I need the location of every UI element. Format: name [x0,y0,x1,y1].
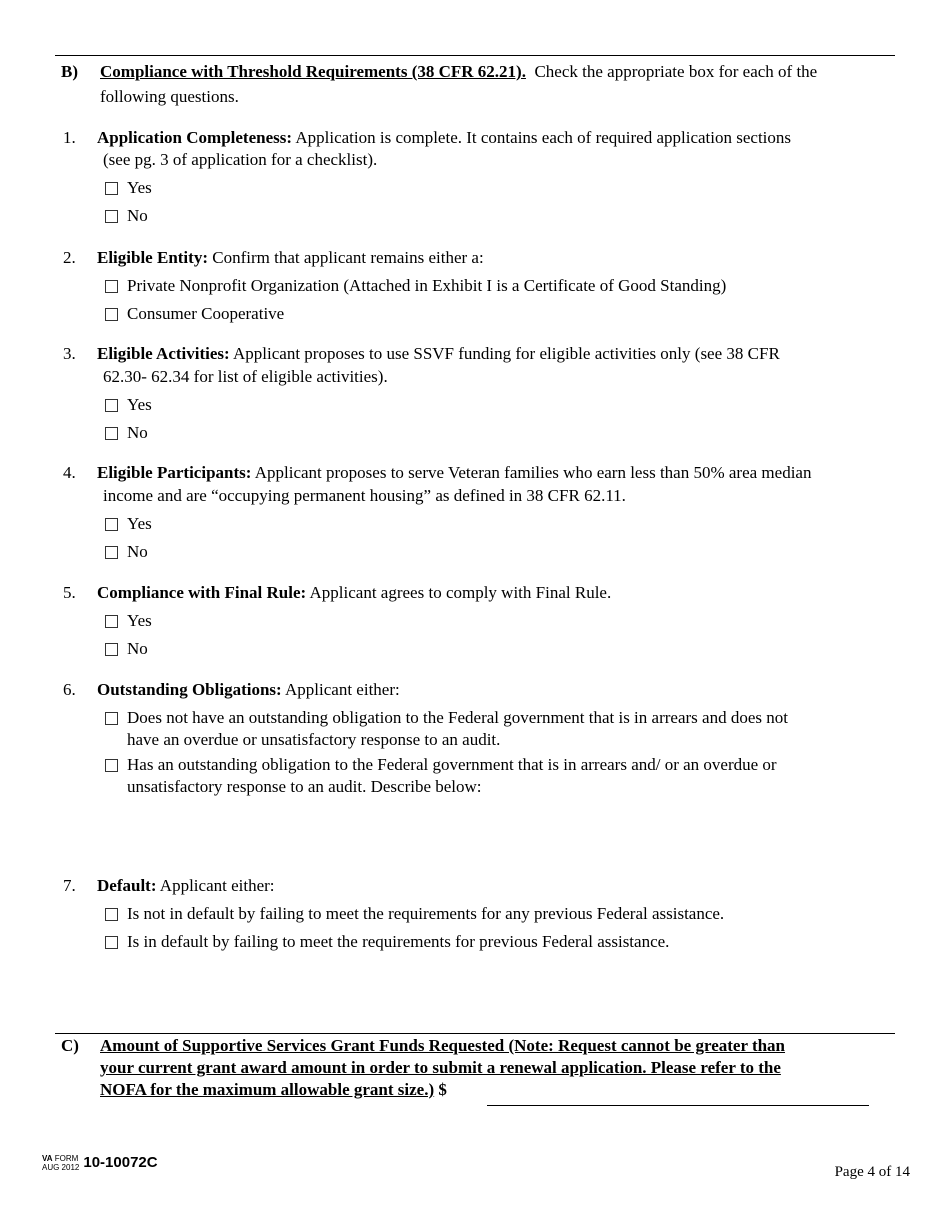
question-6-option-no-obligation[interactable] [105,707,788,729]
grant-amount-underline [487,1105,869,1106]
question-7-number: 7. [63,876,76,895]
section-c-letter: C) [61,1036,79,1055]
question-4-title: Eligible Participants: [97,463,252,482]
question-5-line-1 [97,582,611,604]
option-label: Does not have an outstanding obligation to the Federal government that is in arrears and does not [127,708,788,727]
checkbox[interactable] [105,643,118,656]
question-7-title: Default: [97,876,157,895]
question-6-option-has-obligation-cont: unsatisfactory response to an audit. Describe below: [127,777,482,796]
option-label: Yes [127,611,152,630]
option-label: Has an outstanding obligation to the Federal government that is in arrears and/ or an overdue or [127,755,777,774]
option-label: Consumer Cooperative [127,304,285,323]
question-6-title: Outstanding Obligations: [97,680,282,699]
checkbox[interactable] [105,712,118,725]
question-3-option-no[interactable] [105,422,148,444]
option-label: Yes [127,395,152,414]
question-6-number: 6. [63,680,76,699]
question-2-line-1 [97,247,484,269]
grant-amount-input[interactable] [490,1082,868,1104]
question-5-title: Compliance with Final Rule: [97,583,307,602]
question-1-line-1 [97,127,791,149]
question-3-title: Eligible Activities: [97,344,230,363]
option-label: No [127,639,148,658]
section-c-top-rule [55,1033,895,1034]
section-b-intro-2: following questions. [100,87,239,106]
question-3-option-yes[interactable] [105,394,152,416]
page-number: Page 4 of 14 [834,1164,910,1180]
question-5-text-1: Applicant agrees to comply with Final Rule. [309,583,612,602]
dollar-sign: $ [438,1080,447,1099]
checkbox[interactable] [105,308,118,321]
section-b-intro-1: Check the appropriate box for each of the [534,62,818,81]
checkbox[interactable] [105,936,118,949]
checkbox[interactable] [105,210,118,223]
checkbox[interactable] [105,759,118,772]
question-4-text-2: income and are “occupying permanent housing” as defined in 38 CFR 62.11. [103,486,626,505]
question-6-line-1 [97,679,400,701]
question-2-text-1: Confirm that applicant remains either a: [212,248,484,267]
section-b-heading: Compliance with Threshold Requirements (38 CFR 62.21). [100,62,526,81]
question-3-line-1 [97,343,780,365]
option-label: Yes [127,514,152,533]
option-label: Is not in default by failing to meet the requirements for any previous Federal assistance. [127,904,725,923]
question-1-option-no[interactable] [105,205,148,227]
question-1-title: Application Completeness: [97,128,293,147]
question-7-line-1 [97,875,275,897]
checkbox[interactable] [105,427,118,440]
question-4-option-yes[interactable] [105,513,152,535]
checkbox[interactable] [105,546,118,559]
question-5-option-no[interactable] [105,638,148,660]
section-b-top-rule [55,55,895,56]
question-4-text-1: Applicant proposes to serve Veteran families who earn less than 50% area median [254,463,812,482]
option-label: No [127,206,148,225]
question-1-number: 1. [63,128,76,147]
section-b-letter: B) [61,62,78,81]
option-label: No [127,423,148,442]
option-label: No [127,542,148,561]
option-label: Private Nonprofit Organization (Attached in Exhibit I is a Certificate of Good Standing) [127,276,727,295]
question-3-number: 3. [63,344,76,363]
checkbox[interactable] [105,182,118,195]
question-5-option-yes[interactable] [105,610,152,632]
section-c-line-1: Amount of Supportive Services Grant Funds Requested (Note: Request cannot be greater than [100,1036,786,1055]
question-3-text-1: Applicant proposes to use SSVF funding for eligible activities only (see 38 CFR [233,344,780,363]
checkbox[interactable] [105,518,118,531]
section-c-line-3-text: NOFA for the maximum allowable grant size.) [100,1080,435,1099]
form-label: FORM [54,1154,79,1163]
question-3-text-2: 62.30- 62.34 for list of eligible activities). [103,367,388,386]
checkbox[interactable] [105,908,118,921]
option-label: Yes [127,178,152,197]
question-2-number: 2. [63,248,76,267]
form-date: AUG 2012 [42,1163,80,1172]
question-2-title: Eligible Entity: [97,248,208,267]
question-5-number: 5. [63,583,76,602]
question-4-number: 4. [63,463,76,482]
question-2-option-nonprofit[interactable] [105,275,726,297]
va-label: VA [42,1154,53,1163]
question-2-option-cooperative[interactable] [105,303,284,325]
checkbox[interactable] [105,280,118,293]
checkbox[interactable] [105,615,118,628]
form-number: 10-10072C [83,1154,158,1171]
question-1-text-2: (see pg. 3 of application for a checklist). [103,150,378,169]
section-c-line-3 [100,1079,447,1101]
form-label-block [42,1154,79,1172]
section-c-line-2: your current grant award amount in order to submit a renewal application. Please refer to the [100,1058,781,1077]
question-7-text-1: Applicant either: [159,876,275,895]
option-label: Is in default by failing to meet the requirements for previous Federal assistance. [127,932,670,951]
question-6-text-1: Applicant either: [285,680,400,699]
checkbox[interactable] [105,399,118,412]
form-identifier [42,1154,158,1172]
question-1-option-yes[interactable] [105,177,152,199]
question-6-option-has-obligation[interactable] [105,754,777,776]
section-b-heading-line [100,61,817,83]
question-6-option-no-obligation-cont: have an overdue or unsatisfactory response to an audit. [127,730,501,749]
question-1-text-1: Application is complete. It contains each of required application sections [295,128,792,147]
question-4-line-1 [97,462,811,484]
question-7-option-not-default[interactable] [105,903,724,925]
question-4-option-no[interactable] [105,541,148,563]
question-7-option-in-default[interactable] [105,931,669,953]
